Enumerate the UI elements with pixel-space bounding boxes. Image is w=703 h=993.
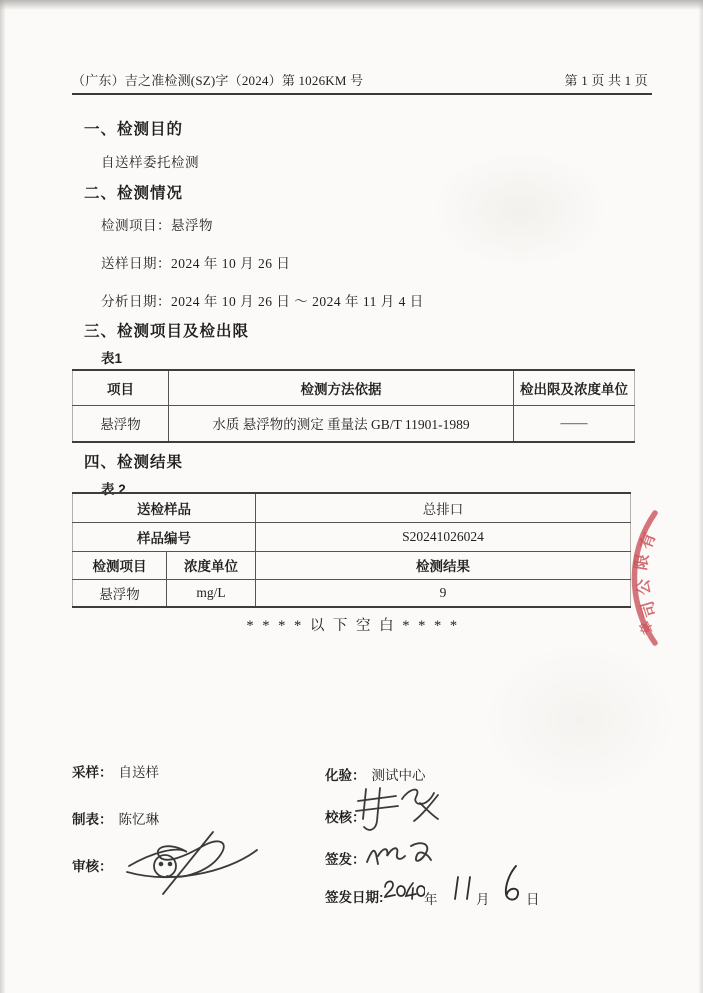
- header-rule: [72, 93, 652, 95]
- table-row: [73, 405, 635, 442]
- reviewer-signature: [125, 828, 270, 898]
- issue-date-year-handwritten: [383, 877, 425, 903]
- table-row: [73, 522, 631, 551]
- col-header-item: 项目: [73, 370, 169, 405]
- stamp-char: 司: [639, 598, 660, 619]
- sample-date-line: 送样日期：2024 年 10 月 26 日: [101, 256, 291, 271]
- table-1-label: 表1: [101, 351, 123, 366]
- tabulator-value: 陈忆琳: [118, 812, 159, 827]
- document-number: （广东）吉之准检测(SZ)字（2024）第 1026KM 号: [72, 73, 364, 88]
- issue-label: 签发：: [325, 852, 366, 867]
- col-header-limit: 检出限及浓度单位: [514, 370, 635, 405]
- cell-sample-label: 送检样品: [73, 493, 256, 522]
- check-line: [325, 806, 366, 827]
- assay-value: 测试中心: [371, 768, 426, 783]
- page-number: 第 1 页 共 1 页: [564, 73, 648, 88]
- stamp-char: 限: [632, 552, 653, 572]
- table-row: [73, 579, 631, 607]
- cell-test-item: 悬浮物: [73, 579, 167, 607]
- cell-sample-id-value: S20241026024: [256, 522, 631, 551]
- analysis-date-line: 分析日期：2024 年 10 月 26 日 ～ 2024 年 11 月 4 日: [101, 294, 424, 309]
- scan-edge-shadow-top: [0, 0, 703, 10]
- test-item-line: 检测项目：悬浮物: [101, 218, 213, 233]
- cell-sample-value: 总排口: [256, 493, 631, 522]
- blank-below-marker: * * * * 以 下 空 白 * * * *: [246, 618, 460, 634]
- section-4-title: 四、检测结果: [84, 454, 184, 471]
- issue-line: [325, 848, 366, 869]
- assay-label: 化验：: [325, 768, 366, 783]
- check-label: 校核：: [325, 810, 366, 825]
- issue-date-day-suffix: 日: [526, 892, 540, 907]
- section-3-title: 三、检测项目及检出限: [84, 323, 250, 340]
- issue-date-line: [325, 886, 384, 907]
- method-table: [72, 369, 635, 443]
- scan-smudge: [480, 640, 680, 800]
- scan-edge-shadow-left: [0, 0, 6, 993]
- assay-line: [325, 764, 426, 785]
- stamp-char: 公: [635, 578, 654, 596]
- section-1-title: 一、检测目的: [84, 121, 184, 138]
- table-row: [73, 493, 631, 522]
- section-2-title: 二、检测情况: [84, 185, 184, 202]
- col-header-unit: 浓度单位: [167, 551, 256, 579]
- cell-sample-id-label: 样品编号: [73, 522, 256, 551]
- cell-result: 9: [256, 579, 631, 607]
- sampling-label: 采样：: [72, 765, 113, 780]
- issue-date-year-suffix: 年: [424, 892, 438, 907]
- sampling-line: [72, 761, 159, 782]
- stamp-char: 有: [637, 530, 660, 552]
- reviewer-label: 审核：: [72, 859, 113, 874]
- cell-unit: mg/L: [167, 579, 256, 607]
- cell-limit: ——: [514, 405, 635, 442]
- issue-date-month-suffix: 月: [476, 892, 490, 907]
- tabulator-label: 制表：: [72, 812, 113, 827]
- scan-edge-shadow-right: [698, 0, 703, 993]
- stamp-char: 章: [636, 618, 657, 637]
- table-row: [73, 370, 635, 405]
- tabulator-line: [72, 808, 159, 829]
- col-header-result: 检测结果: [256, 551, 631, 579]
- cell-item: 悬浮物: [73, 405, 169, 442]
- col-header-test-item: 检测项目: [73, 551, 167, 579]
- section-1-body: 自送样委托检测: [101, 155, 199, 170]
- issue-date-label: 签发日期:: [325, 890, 384, 905]
- issue-date-month-handwritten: [452, 874, 474, 902]
- reviewer-line: [72, 855, 113, 876]
- table-2-label: 表 2: [101, 482, 126, 497]
- scan-smudge: [430, 150, 610, 270]
- result-table: [72, 492, 631, 608]
- cell-method: 水质 悬浮物的测定 重量法 GB/T 11901-1989: [169, 405, 514, 442]
- sampling-value: 自送样: [118, 765, 159, 780]
- table-row: [73, 551, 631, 579]
- issue-date-day-handwritten: [502, 864, 522, 904]
- stamp-arc: [634, 513, 655, 643]
- col-header-method: 检测方法依据: [169, 370, 514, 405]
- issue-signature: [363, 838, 441, 868]
